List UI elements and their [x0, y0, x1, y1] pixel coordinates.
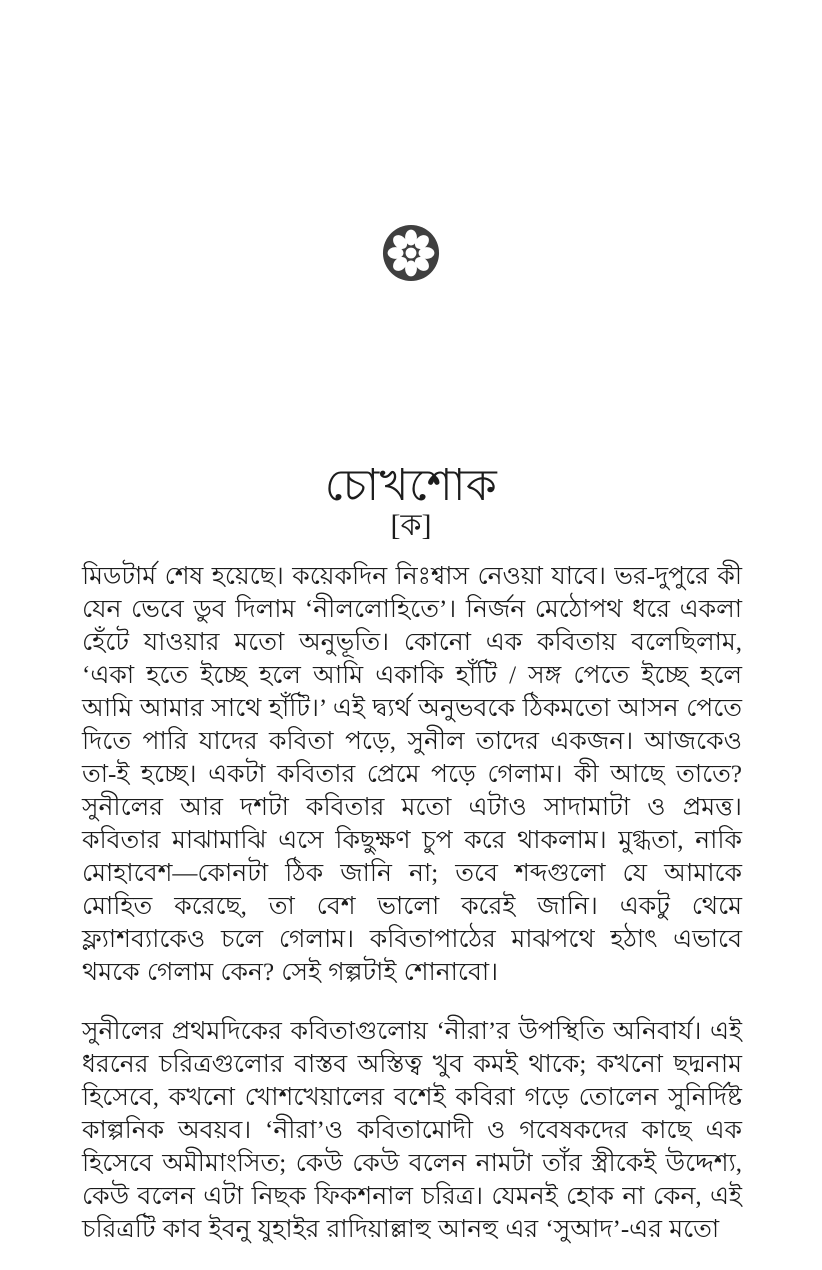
body-paragraph-1: মিডটার্ম শেষ হয়েছে। কয়েকদিন নিঃশ্বাস নেওয়া যাবে। ভর-দুপুরে কী যেন ভেবে ডুব দিলাম ‘নীললোহিতে’। নির্জন মেঠোপথ ধরে একলা হেঁটে যাওয়ার মতো অনুভূতি। কোনো এক কবিতায় বলেছিলাম, ‘একা হতে ইচ্ছে হলে আমি একাকি হাঁটি / সঙ্গ পেতে ইচ্ছে হলে আমি আমার সাথে হাঁটি।’ এই দ্ব্যর্থ অনুভবকে ঠিকমতো আসন পেতে দিতে পারি যাদের কবিতা পড়ে, সুনীল তাদের একজন। আজকেও তা-ই হচ্ছে। একটা কবিতার প্রেমে পড়ে গেলাম। কী আছে তাতে? সুনীলের আর দশটা কবিতার মতো এটাও সাদামাটা ও প্রমত্ত। কবিতার মাঝামাঝি এসে কিছুক্ষণ চুপ করে থাকলাম। মুগ্ধতা, নাকি মোহাবেশ—কোনটা ঠিক জানি না; তবে শব্দগুলো যে আমাকে মোহিত করেছে, তা বেশ ভালো করেই জানি। একটু থেমে ফ্ল্যাশব্যাকেও চলে গেলাম। কবিতাপাঠের মাঝপথে হঠাৎ এভাবে থমকে গেলাম কেন? সেই গল্পটাই শোনাবো।: [82, 563, 742, 986]
chapter-title: চোখশোক: [324, 461, 498, 511]
section-marker: [ক]: [390, 509, 432, 542]
flower-rosette-icon: [382, 224, 440, 282]
body-text: [82, 560, 742, 1270]
body-paragraph-2: সুনীলের প্রথমদিকের কবিতাগুলোয় ‘নীরা’র উপস্থিতি অনিবার্য। এই ধরনের চরিত্রগুলোর বাস্তব অস্তিত্ব খুব কমই থাকে; কখনো ছদ্মনাম হিসেবে, কখনো খোশখেয়ালের বশেই কবিরা গড়ে তোলেন সুনির্দিষ্ট কাল্পনিক অবয়ব। ‘নীরা’ও কবিতামোদী ও গবেষকদের কাছে এক হিসেবে অমীমাংসিত; কেউ কেউ বলেন নামটা তাঁর স্ত্রীকেই উদ্দেশ্য, কেউ বলেন এটা নিছক ফিকশনাল চরিত্র। যেমনই হোক না কেন, এই চরিত্রটি কাব ইবনু যুহাইর রাদিয়াল্লাহু আনহু এর ‘সুআদ’-এর মতো: [82, 1018, 742, 1243]
